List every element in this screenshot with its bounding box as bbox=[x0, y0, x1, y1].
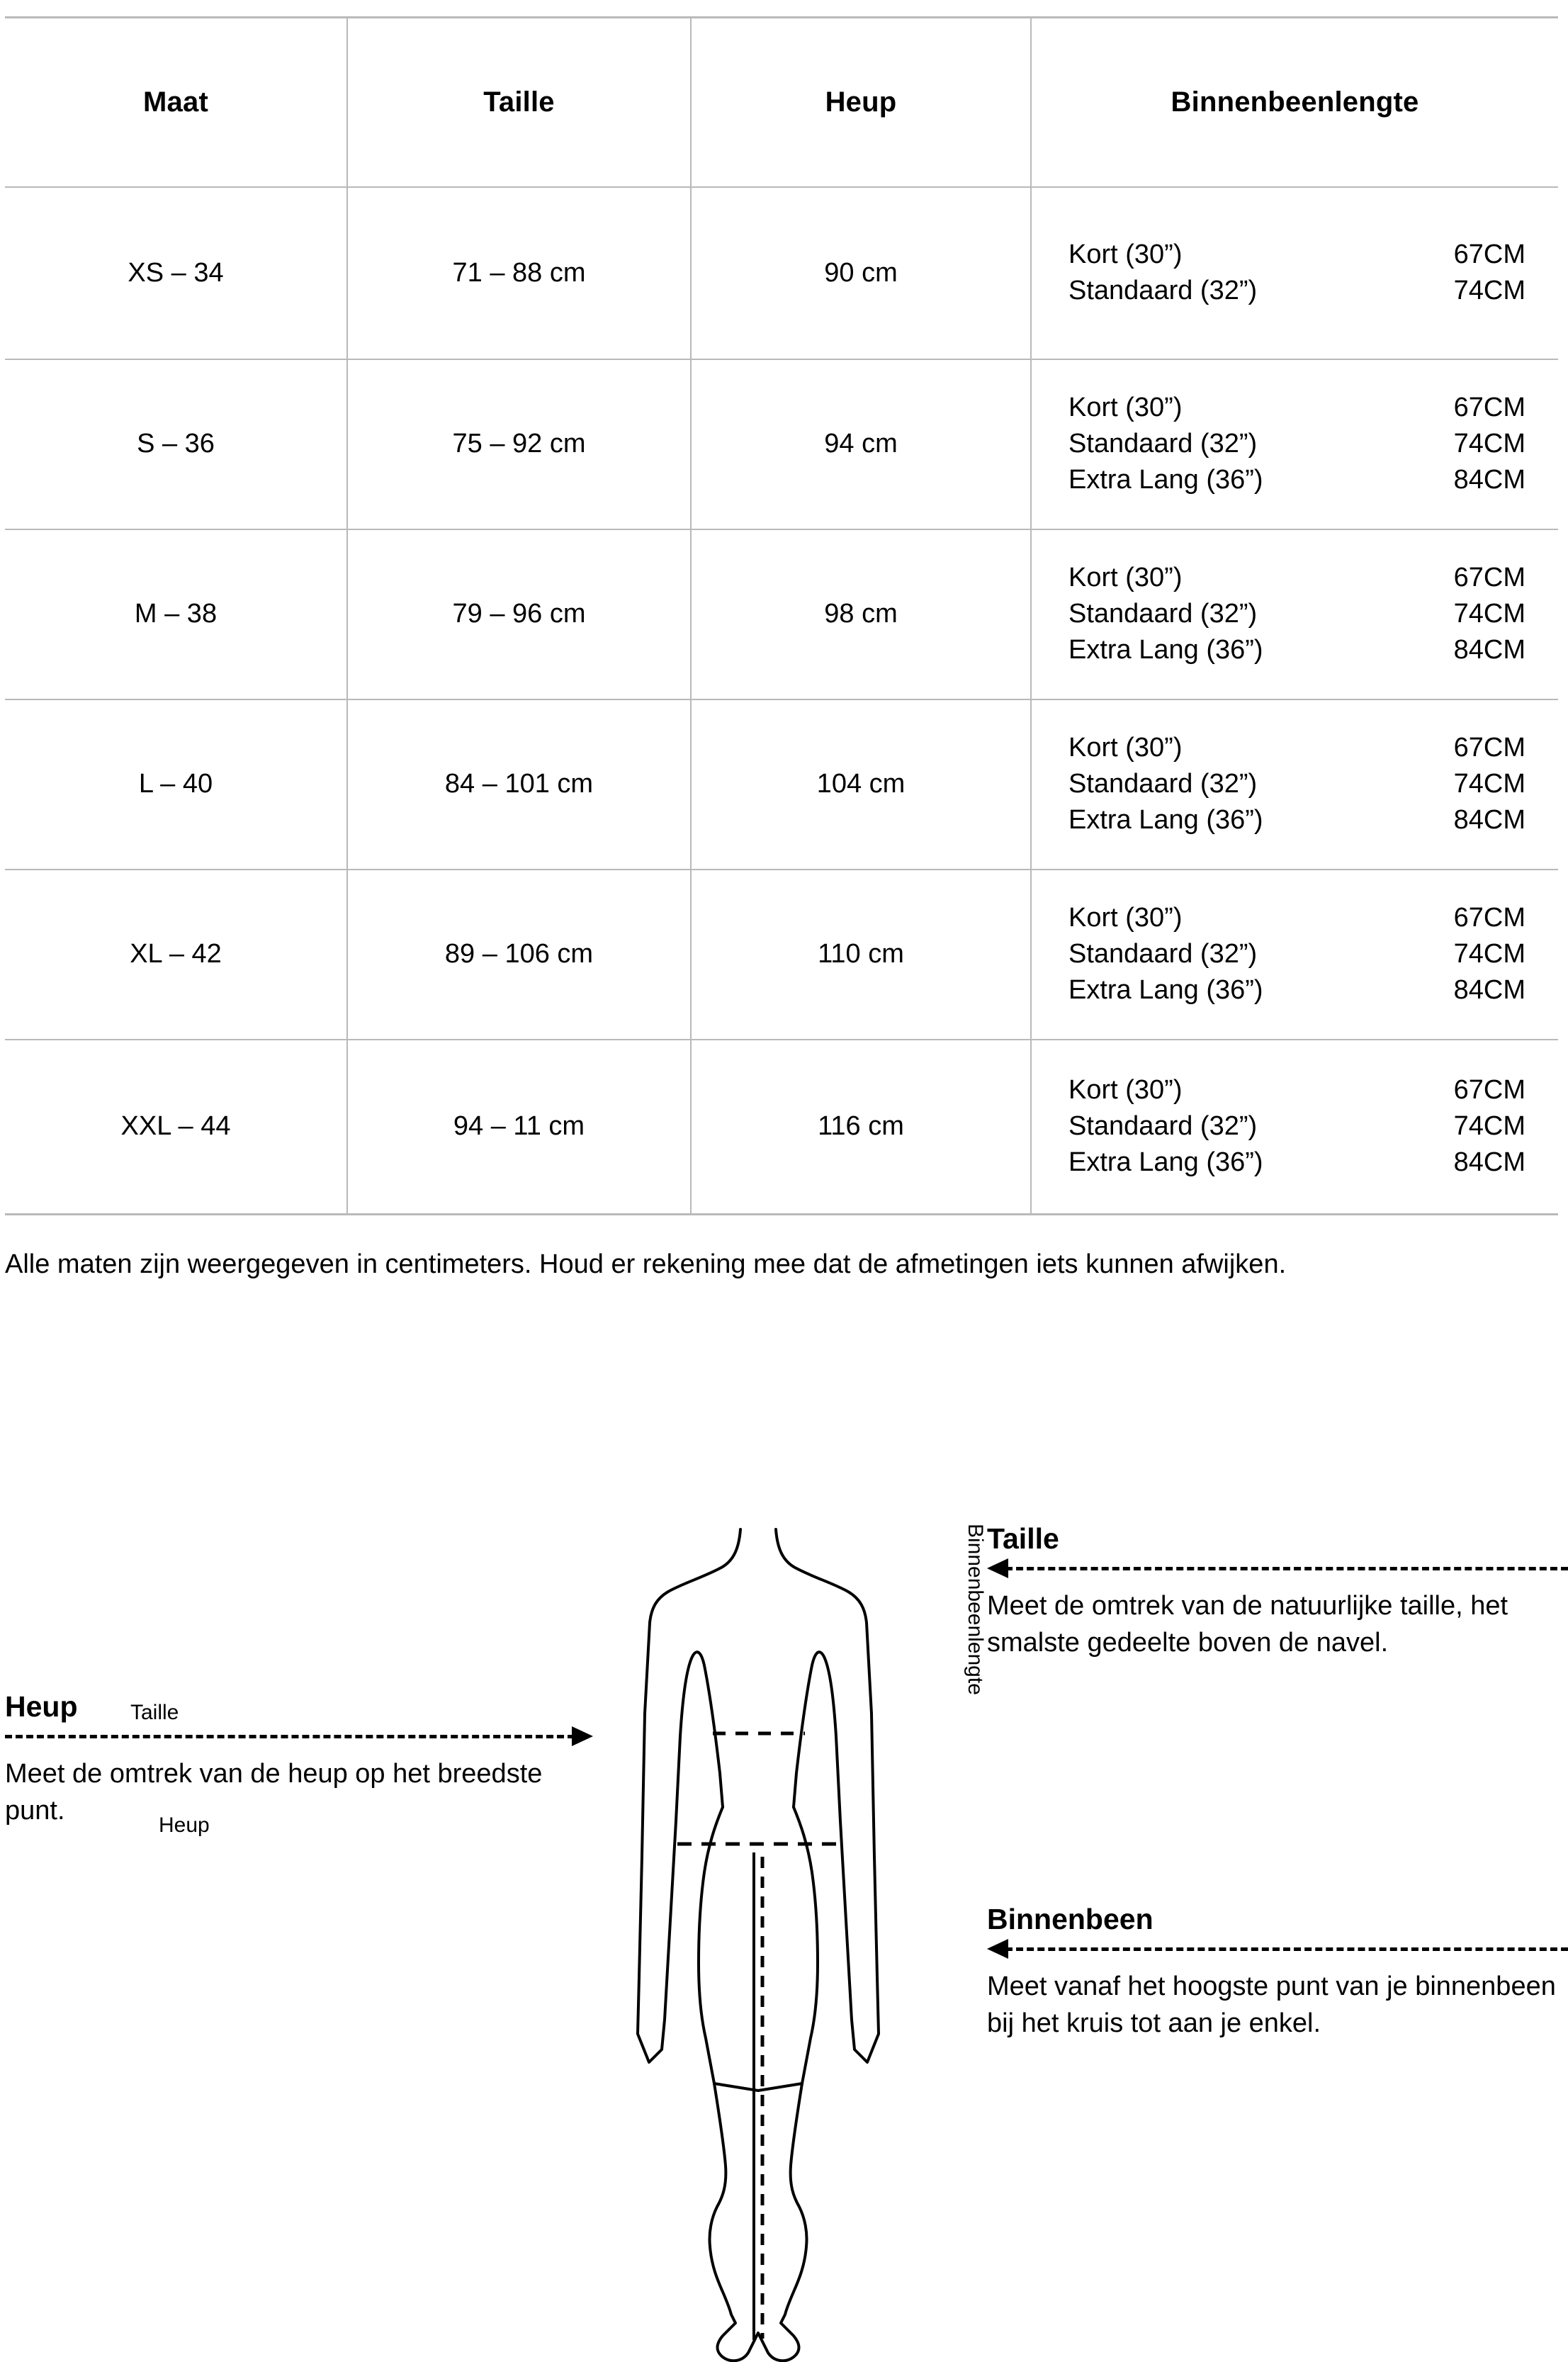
table-header bbox=[5, 18, 1558, 187]
inseam-value: 84CM bbox=[1453, 804, 1525, 835]
cell-maat: XL – 42 bbox=[5, 870, 347, 1040]
inseam-label: Standaard (32”) bbox=[1068, 599, 1258, 629]
figure-label-heup: Heup bbox=[159, 1813, 210, 1837]
table-row bbox=[5, 187, 1558, 359]
inseam-value: 74CM bbox=[1453, 276, 1525, 305]
cell-taille: 89 – 106 cm bbox=[347, 870, 691, 1040]
inseam-list bbox=[1032, 390, 1558, 498]
cell-maat: S – 36 bbox=[5, 359, 347, 529]
inseam-value: 67CM bbox=[1453, 1075, 1525, 1106]
inseam-option bbox=[1068, 900, 1525, 936]
cell-binnenbeenlengte bbox=[1031, 1040, 1558, 1215]
cell-maat: M – 38 bbox=[5, 529, 347, 699]
arrow-left-icon bbox=[987, 1939, 1008, 1959]
inseam-value: 67CM bbox=[1453, 563, 1525, 593]
column-header-maat: Maat bbox=[5, 18, 347, 187]
annotation-heup bbox=[5, 1692, 593, 1829]
inseam-option bbox=[1068, 1145, 1525, 1181]
inseam-option bbox=[1068, 632, 1525, 668]
inseam-label: Extra Lang (36”) bbox=[1068, 974, 1263, 1005]
inseam-list bbox=[1032, 900, 1558, 1008]
annotation-binnenbeen bbox=[987, 1904, 1568, 2042]
arrow-right-icon bbox=[572, 1726, 593, 1746]
inseam-list bbox=[1032, 237, 1558, 309]
annotation-binnenbeen-title: Binnenbeen bbox=[987, 1903, 1154, 1935]
figure-label-binnenbeenlengte: Binnenbeenlengte bbox=[964, 1524, 987, 1695]
inseam-list bbox=[1032, 560, 1558, 668]
cell-taille: 75 – 92 cm bbox=[347, 359, 691, 529]
cell-heup: 94 cm bbox=[691, 359, 1031, 529]
annotation-heup-body: Meet de omtrek van de heup op het breedste punt. bbox=[5, 1759, 543, 1826]
column-header-binnenbeenlengte: Binnenbeenlengte bbox=[1031, 18, 1558, 187]
inseam-value: 74CM bbox=[1453, 1111, 1525, 1142]
inseam-value: 84CM bbox=[1453, 464, 1525, 495]
table-body bbox=[5, 187, 1558, 1215]
cell-taille: 71 – 88 cm bbox=[347, 187, 691, 359]
inseam-label: Kort (30”) bbox=[1068, 240, 1183, 270]
table-row bbox=[5, 870, 1558, 1040]
cell-heup: 90 cm bbox=[691, 187, 1031, 359]
inseam-option bbox=[1068, 766, 1525, 802]
inseam-option bbox=[1068, 730, 1525, 766]
binnenbeen-arrow-line bbox=[1005, 1947, 1568, 1951]
inseam-label: Standaard (32”) bbox=[1068, 276, 1258, 305]
inseam-label: Standaard (32”) bbox=[1068, 1111, 1258, 1142]
taille-arrow-line bbox=[1005, 1567, 1568, 1570]
arrow-left-icon bbox=[987, 1558, 1008, 1578]
cell-heup: 116 cm bbox=[691, 1040, 1031, 1215]
binnenbeen-arrow bbox=[987, 1939, 1568, 1957]
inseam-option bbox=[1068, 390, 1525, 426]
inseam-label: Standaard (32”) bbox=[1068, 769, 1258, 799]
cell-taille: 94 – 11 cm bbox=[347, 1040, 691, 1215]
inseam-list bbox=[1032, 730, 1558, 838]
table-header-row bbox=[5, 18, 1558, 187]
cell-taille: 84 – 101 cm bbox=[347, 699, 691, 870]
body-outline-icon bbox=[609, 1524, 907, 2362]
inseam-value: 84CM bbox=[1453, 634, 1525, 665]
inseam-value: 67CM bbox=[1453, 240, 1525, 270]
inseam-option bbox=[1068, 972, 1525, 1008]
cell-heup: 104 cm bbox=[691, 699, 1031, 870]
inseam-option bbox=[1068, 273, 1525, 309]
annotation-taille-body: Meet de omtrek van de natuurlijke taille, het smalste gedeelte boven de navel. bbox=[987, 1591, 1508, 1658]
cell-heup: 98 cm bbox=[691, 529, 1031, 699]
cell-binnenbeenlengte bbox=[1031, 359, 1558, 529]
inseam-option bbox=[1068, 560, 1525, 596]
inseam-value: 74CM bbox=[1453, 769, 1525, 799]
inseam-option bbox=[1068, 1072, 1525, 1108]
annotation-binnenbeen-body: Meet vanaf het hoogste punt van je binnenbeen bij het kruis tot aan je enkel. bbox=[987, 1972, 1556, 2038]
cell-binnenbeenlengte bbox=[1031, 529, 1558, 699]
inseam-label: Extra Lang (36”) bbox=[1068, 634, 1263, 665]
table-row bbox=[5, 1040, 1558, 1215]
inseam-value: 67CM bbox=[1453, 733, 1525, 763]
inseam-label: Kort (30”) bbox=[1068, 903, 1183, 933]
inseam-value: 84CM bbox=[1453, 974, 1525, 1005]
inseam-option bbox=[1068, 462, 1525, 498]
inseam-label: Standaard (32”) bbox=[1068, 939, 1258, 969]
measurement-disclaimer: Alle maten zijn weergegeven in centimeters. Houd er rekening mee dat de afmetingen iets kunnen afwijken. bbox=[5, 1249, 1287, 1279]
inseam-label: Kort (30”) bbox=[1068, 563, 1183, 593]
inseam-value: 67CM bbox=[1453, 903, 1525, 933]
column-header-taille: Taille bbox=[347, 18, 691, 187]
inseam-list bbox=[1032, 1072, 1558, 1181]
annotation-taille bbox=[987, 1524, 1568, 1661]
inseam-value: 74CM bbox=[1453, 939, 1525, 969]
measurement-diagram bbox=[0, 1524, 1568, 2362]
inseam-option bbox=[1068, 1108, 1525, 1145]
table-row bbox=[5, 529, 1558, 699]
inseam-label: Extra Lang (36”) bbox=[1068, 804, 1263, 835]
figure-label-taille: Taille bbox=[130, 1701, 179, 1724]
inseam-option bbox=[1068, 596, 1525, 632]
inseam-label: Extra Lang (36”) bbox=[1068, 464, 1263, 495]
cell-maat: XS – 34 bbox=[5, 187, 347, 359]
annotation-taille-title: Taille bbox=[987, 1522, 1059, 1555]
inseam-option bbox=[1068, 237, 1525, 273]
inseam-value: 74CM bbox=[1453, 599, 1525, 629]
inseam-label: Kort (30”) bbox=[1068, 733, 1183, 763]
inseam-option bbox=[1068, 936, 1525, 972]
cell-binnenbeenlengte bbox=[1031, 870, 1558, 1040]
table-row bbox=[5, 699, 1558, 870]
inseam-label: Standaard (32”) bbox=[1068, 429, 1258, 459]
taille-arrow bbox=[987, 1558, 1568, 1577]
body-figure bbox=[609, 1524, 907, 2362]
annotation-heup-title: Heup bbox=[5, 1690, 78, 1723]
inseam-value: 67CM bbox=[1453, 393, 1525, 423]
inseam-option bbox=[1068, 802, 1525, 838]
cell-binnenbeenlengte bbox=[1031, 699, 1558, 870]
inseam-option bbox=[1068, 426, 1525, 462]
cell-binnenbeenlengte bbox=[1031, 187, 1558, 359]
size-chart-table bbox=[5, 16, 1558, 1215]
cell-heup: 110 cm bbox=[691, 870, 1031, 1040]
inseam-value: 84CM bbox=[1453, 1147, 1525, 1178]
heup-arrow-line bbox=[5, 1735, 575, 1738]
column-header-heup: Heup bbox=[691, 18, 1031, 187]
inseam-label: Extra Lang (36”) bbox=[1068, 1147, 1263, 1178]
inseam-label: Kort (30”) bbox=[1068, 393, 1183, 423]
inseam-label: Kort (30”) bbox=[1068, 1075, 1183, 1106]
heup-arrow bbox=[5, 1726, 593, 1745]
table-row bbox=[5, 359, 1558, 529]
cell-taille: 79 – 96 cm bbox=[347, 529, 691, 699]
inseam-value: 74CM bbox=[1453, 429, 1525, 459]
cell-maat: L – 40 bbox=[5, 699, 347, 870]
cell-maat: XXL – 44 bbox=[5, 1040, 347, 1215]
